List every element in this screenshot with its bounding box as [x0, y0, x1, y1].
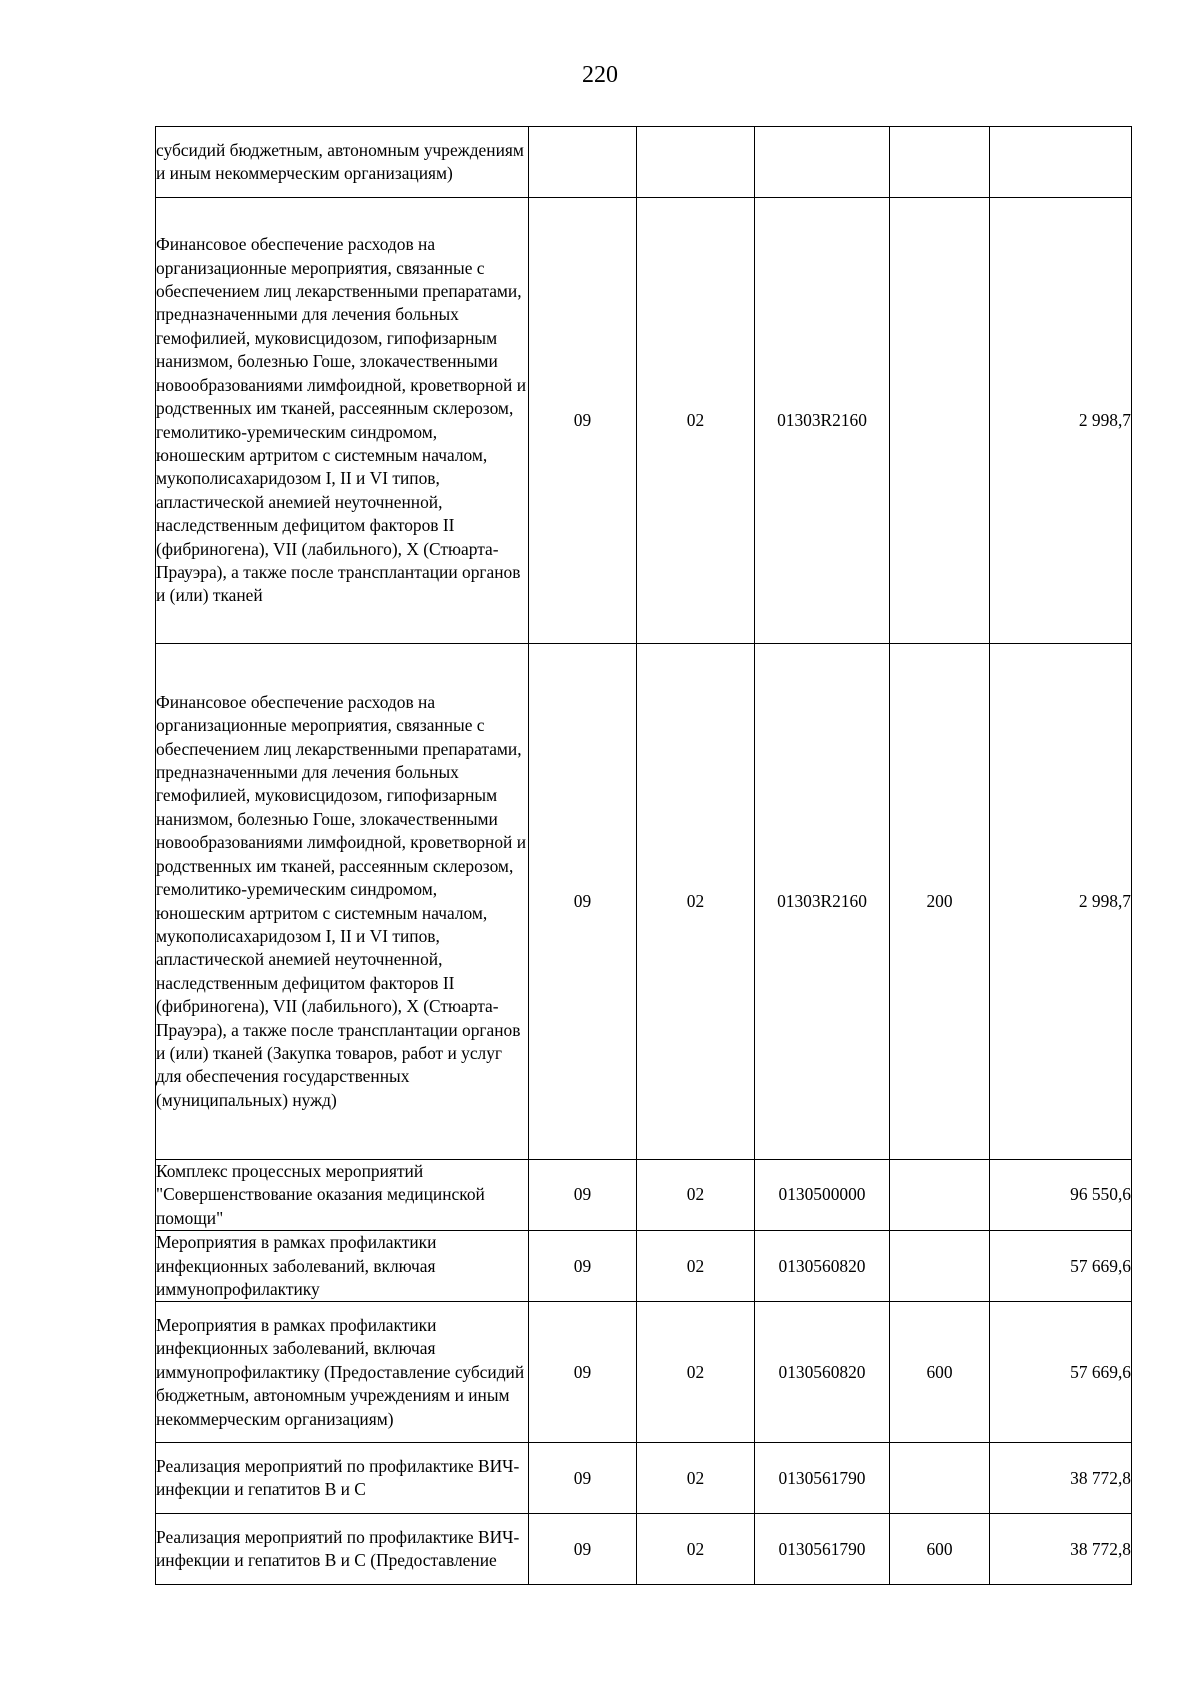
table-row [156, 1302, 1132, 1443]
subsection-code: 02 [637, 1302, 755, 1443]
amount: 57 669,6 [990, 1231, 1132, 1302]
row-name-cell [156, 1302, 529, 1443]
row-name: Реализация мероприятий по профилактике ВИЧ-инфекции и гепатитов B и C [156, 1456, 520, 1500]
section-code: 09 [529, 1514, 637, 1585]
section-code: 09 [529, 198, 637, 644]
subsection-code: 02 [637, 198, 755, 644]
row-name: Мероприятия в рамках профилактики инфекционных заболеваний, включая иммунопрофилактику [156, 1232, 437, 1300]
subsection-code [637, 127, 755, 198]
row-name: Реализация мероприятий по профилактике ВИЧ-инфекции и гепатитов B и C (Предоставление [156, 1527, 520, 1571]
expense-type-code: 600 [890, 1302, 990, 1443]
target-article-code: 01303R2160 [755, 198, 890, 644]
amount: 38 772,8 [990, 1514, 1132, 1585]
row-name: субсидий бюджетным, автономным учреждениям и иным некоммерческим организациям) [156, 139, 524, 183]
expense-type-code: 200 [890, 644, 990, 1160]
row-name-cell [156, 1443, 529, 1514]
expense-type-code [890, 1160, 990, 1231]
amount: 96 550,6 [990, 1160, 1132, 1231]
table-row [156, 1160, 1132, 1231]
row-name: Финансовое обеспечение расходов на организационные мероприятия, связанные с обеспечением лиц лекарственными препаратами, предназначенными для лечения больных гемофилией, муковисцидозом, гипофизарным нанизмом, болезнью Гоше, злокачественными новообразованиями лимфоидной, кроветворной и родственных им тканей, рассеянным склерозом, гемолитико-уремическим синдромом, юношеским артритом с системным началом, мукополисахаридозом I, II и VI типов, апластической анемией неуточненной, наследственным дефицитом факторов II (фибриногена), VII (лабильного), X (Стюарта-Прауэра), а также после трансплантации органов и (или) тканей (Закупка товаров, работ и услуг для обеспечения государственных (муниципальных) нужд) [156, 691, 527, 1110]
expense-type-code [890, 198, 990, 644]
row-name-cell [156, 1231, 529, 1302]
table-row [156, 198, 1132, 644]
budget-table [155, 126, 1132, 1585]
expense-type-code [890, 127, 990, 198]
row-name-cell [156, 198, 529, 644]
target-article-code: 0130500000 [755, 1160, 890, 1231]
amount: 2 998,7 [990, 644, 1132, 1160]
section-code: 09 [529, 1231, 637, 1302]
table-row [156, 127, 1132, 198]
subsection-code: 02 [637, 1231, 755, 1302]
section-code: 09 [529, 1443, 637, 1514]
target-article-code: 0130561790 [755, 1443, 890, 1514]
target-article-code [755, 127, 890, 198]
table-row [156, 1514, 1132, 1585]
table-row [156, 1231, 1132, 1302]
target-article-code: 0130561790 [755, 1514, 890, 1585]
row-name-cell [156, 127, 529, 198]
amount: 38 772,8 [990, 1443, 1132, 1514]
subsection-code: 02 [637, 644, 755, 1160]
subsection-code: 02 [637, 1160, 755, 1231]
table-row [156, 1443, 1132, 1514]
target-article-code: 01303R2160 [755, 644, 890, 1160]
section-code: 09 [529, 644, 637, 1160]
expense-type-code: 600 [890, 1514, 990, 1585]
row-name-cell [156, 1514, 529, 1585]
target-article-code: 0130560820 [755, 1302, 890, 1443]
target-article-code: 0130560820 [755, 1231, 890, 1302]
row-name: Комплекс процессных мероприятий "Совершенствование оказания медицинской помощи" [156, 1161, 485, 1228]
row-name: Мероприятия в рамках профилактики инфекционных заболеваний, включая иммунопрофилактику (Предоставление субсидий бюджетным, автономным учреждениям и иным некоммерческим организациям) [156, 1314, 525, 1429]
expense-type-code [890, 1231, 990, 1302]
section-code: 09 [529, 1160, 637, 1231]
amount: 2 998,7 [990, 198, 1132, 644]
subsection-code: 02 [637, 1443, 755, 1514]
section-code: 09 [529, 1302, 637, 1443]
subsection-code: 02 [637, 1514, 755, 1585]
amount [990, 127, 1132, 198]
row-name: Финансовое обеспечение расходов на организационные мероприятия, связанные с обеспечением лиц лекарственными препаратами, предназначенными для лечения больных гемофилией, муковисцидозом, гипофизарным нанизмом, болезнью Гоше, злокачественными новообразованиями лимфоидной, кроветворной и родственных им тканей, рассеянным склерозом, гемолитико-уремическим синдромом, юношеским артритом с системным началом, мукополисахаридозом I, II и VI типов, апластической анемией неуточненной, наследственным дефицитом факторов II (фибриногена), VII (лабильного), X (Стюарта-Прауэра), а также после трансплантации органов и (или) тканей [156, 234, 527, 606]
row-name-cell [156, 644, 529, 1160]
table-row [156, 644, 1132, 1160]
amount: 57 669,6 [990, 1302, 1132, 1443]
expense-type-code [890, 1443, 990, 1514]
row-name-cell [156, 1160, 529, 1231]
section-code [529, 127, 637, 198]
page-number: 220 [582, 62, 618, 88]
